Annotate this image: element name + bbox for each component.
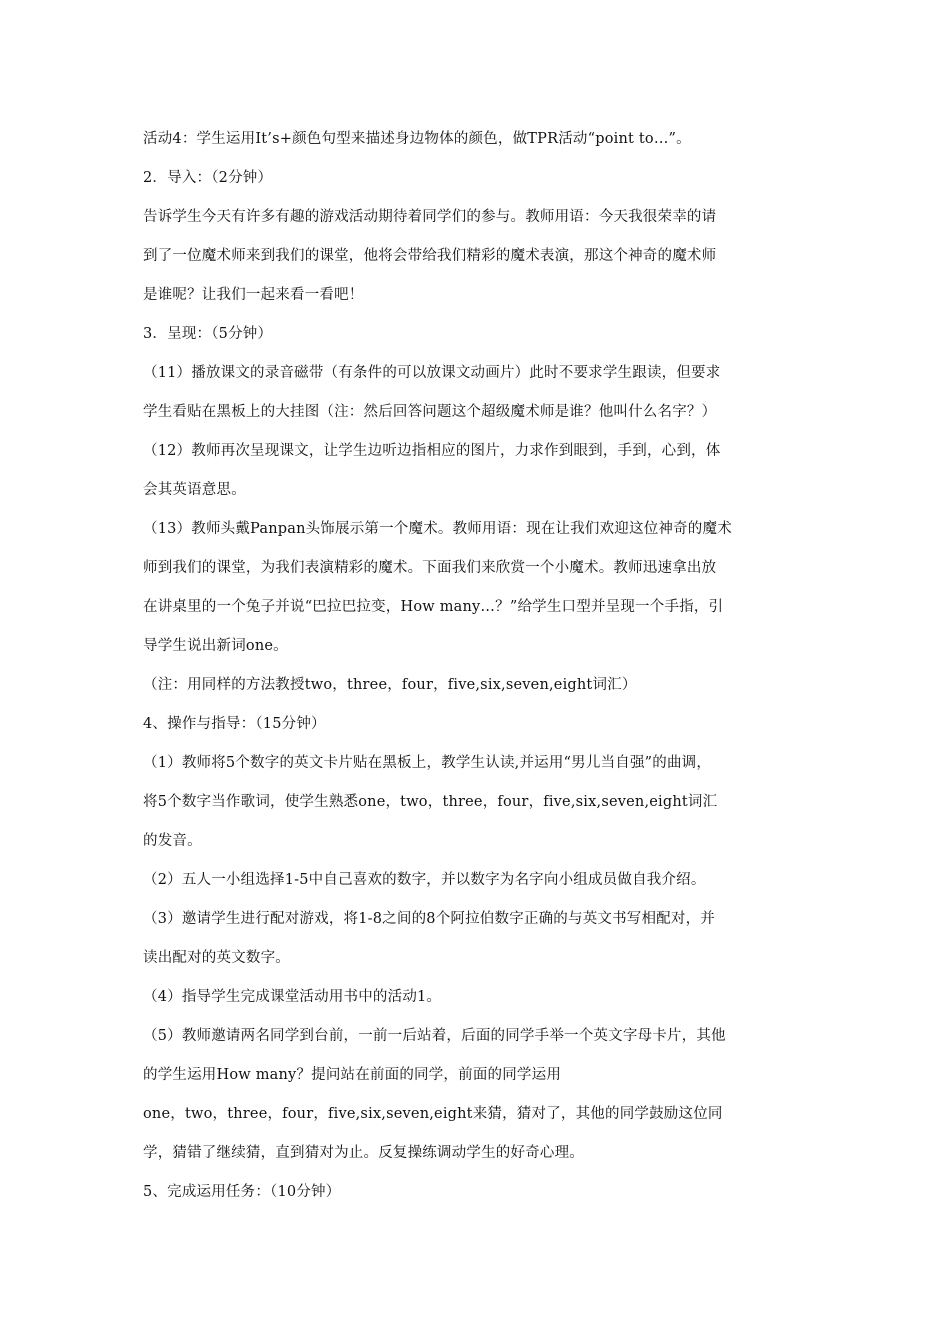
text-line-11: （13）教师头戴Panpan头饰展示第一个魔术。教师用语：现在让我们欢迎这位神奇的魔术 (143, 521, 732, 537)
text-line-4: 到了一位魔术师来到我们的课堂，他将会带给我们精彩的魔术表演，那这个神奇的魔术师 (143, 248, 717, 264)
text-line-20: （2）五人一小组选择1-5中自己喜欢的数字，并以数字为名字向小组成员做自我介绍。 (143, 872, 706, 888)
text-line-25: 的学生运用How many？提问站在前面的同学，前面的同学运用 (143, 1067, 562, 1083)
document-body (143, 120, 813, 1212)
text-line-12: 师到我们的课堂，为我们表演精彩的魔术。下面我们来欣赏一个小魔术。教师迅速拿出放 (143, 560, 717, 576)
text-line-23: （4）指导学生完成课堂活动用书中的活动1。 (143, 989, 442, 1005)
text-line-10: 会其英语意思。 (143, 482, 246, 498)
section-heading-2: 2．导入：（2分钟） (143, 170, 273, 186)
text-line-8: 学生看贴在黑板上的大挂图（注：然后回答问题这个超级魔术师是谁？他叫什么名字？） (143, 404, 717, 420)
text-line-14: 导学生说出新词one。 (143, 638, 288, 654)
text-line-21: （3）邀请学生进行配对游戏，将1-8之间的8个阿拉伯数字正确的与英文书写相配对，并 (143, 911, 715, 927)
section-heading-3: 3．呈现：（5分钟） (143, 326, 273, 342)
text-line-26: one，two，three，four，five,six,seven,eight来猜，猜对了，其他的同学鼓励这位同 (143, 1106, 723, 1122)
text-line-7: （11）播放课文的录音磁带（有条件的可以放课文动画片）此时不要求学生跟读，但要求 (143, 365, 721, 381)
text-line-27: 学，猜错了继续猜，直到猜对为止。反复操练调动学生的好奇心理。 (143, 1145, 584, 1161)
text-line-1: 活动4：学生运用It’s+颜色句型来描述身边物体的颜色，做TPR活动“point to…”。 (143, 131, 691, 147)
text-line-13: 在讲桌里的一个兔子并说“巴拉巴拉变，How many…？”给学生口型并呈现一个手指，引 (143, 599, 724, 615)
text-line-24: （5）教师邀请两名同学到台前，一前一后站着，后面的同学手举一个英文字母卡片，其他 (143, 1028, 726, 1044)
section-heading-4: 4、操作与指导：（15分钟） (143, 716, 326, 732)
text-line-18: 将5个数字当作歌词，使学生熟悉one，two，three，four，five,six,seven,eight词汇 (143, 794, 718, 810)
section-heading-5: 5、完成运用任务：（10分钟） (143, 1184, 341, 1200)
text-line-15: （注：用同样的方法教授two，three，four，five,six,seven,eight词汇） (143, 677, 637, 693)
text-line-3: 告诉学生今天有许多有趣的游戏活动期待着同学们的参与。教师用语：今天我很荣幸的请 (143, 209, 717, 225)
text-line-17: （1）教师将5个数字的英文卡片贴在黑板上，教学生认读,并运用“男儿当自强”的曲调， (143, 755, 712, 771)
text-line-5: 是谁呢？让我们一起来看一看吧！ (143, 287, 364, 303)
text-line-9: （12）教师再次呈现课文，让学生边听边指相应的图片，力求作到眼到，手到，心到，体 (143, 443, 721, 459)
text-line-19: 的发音。 (143, 833, 202, 849)
text-line-22: 读出配对的英文数字。 (143, 950, 290, 966)
